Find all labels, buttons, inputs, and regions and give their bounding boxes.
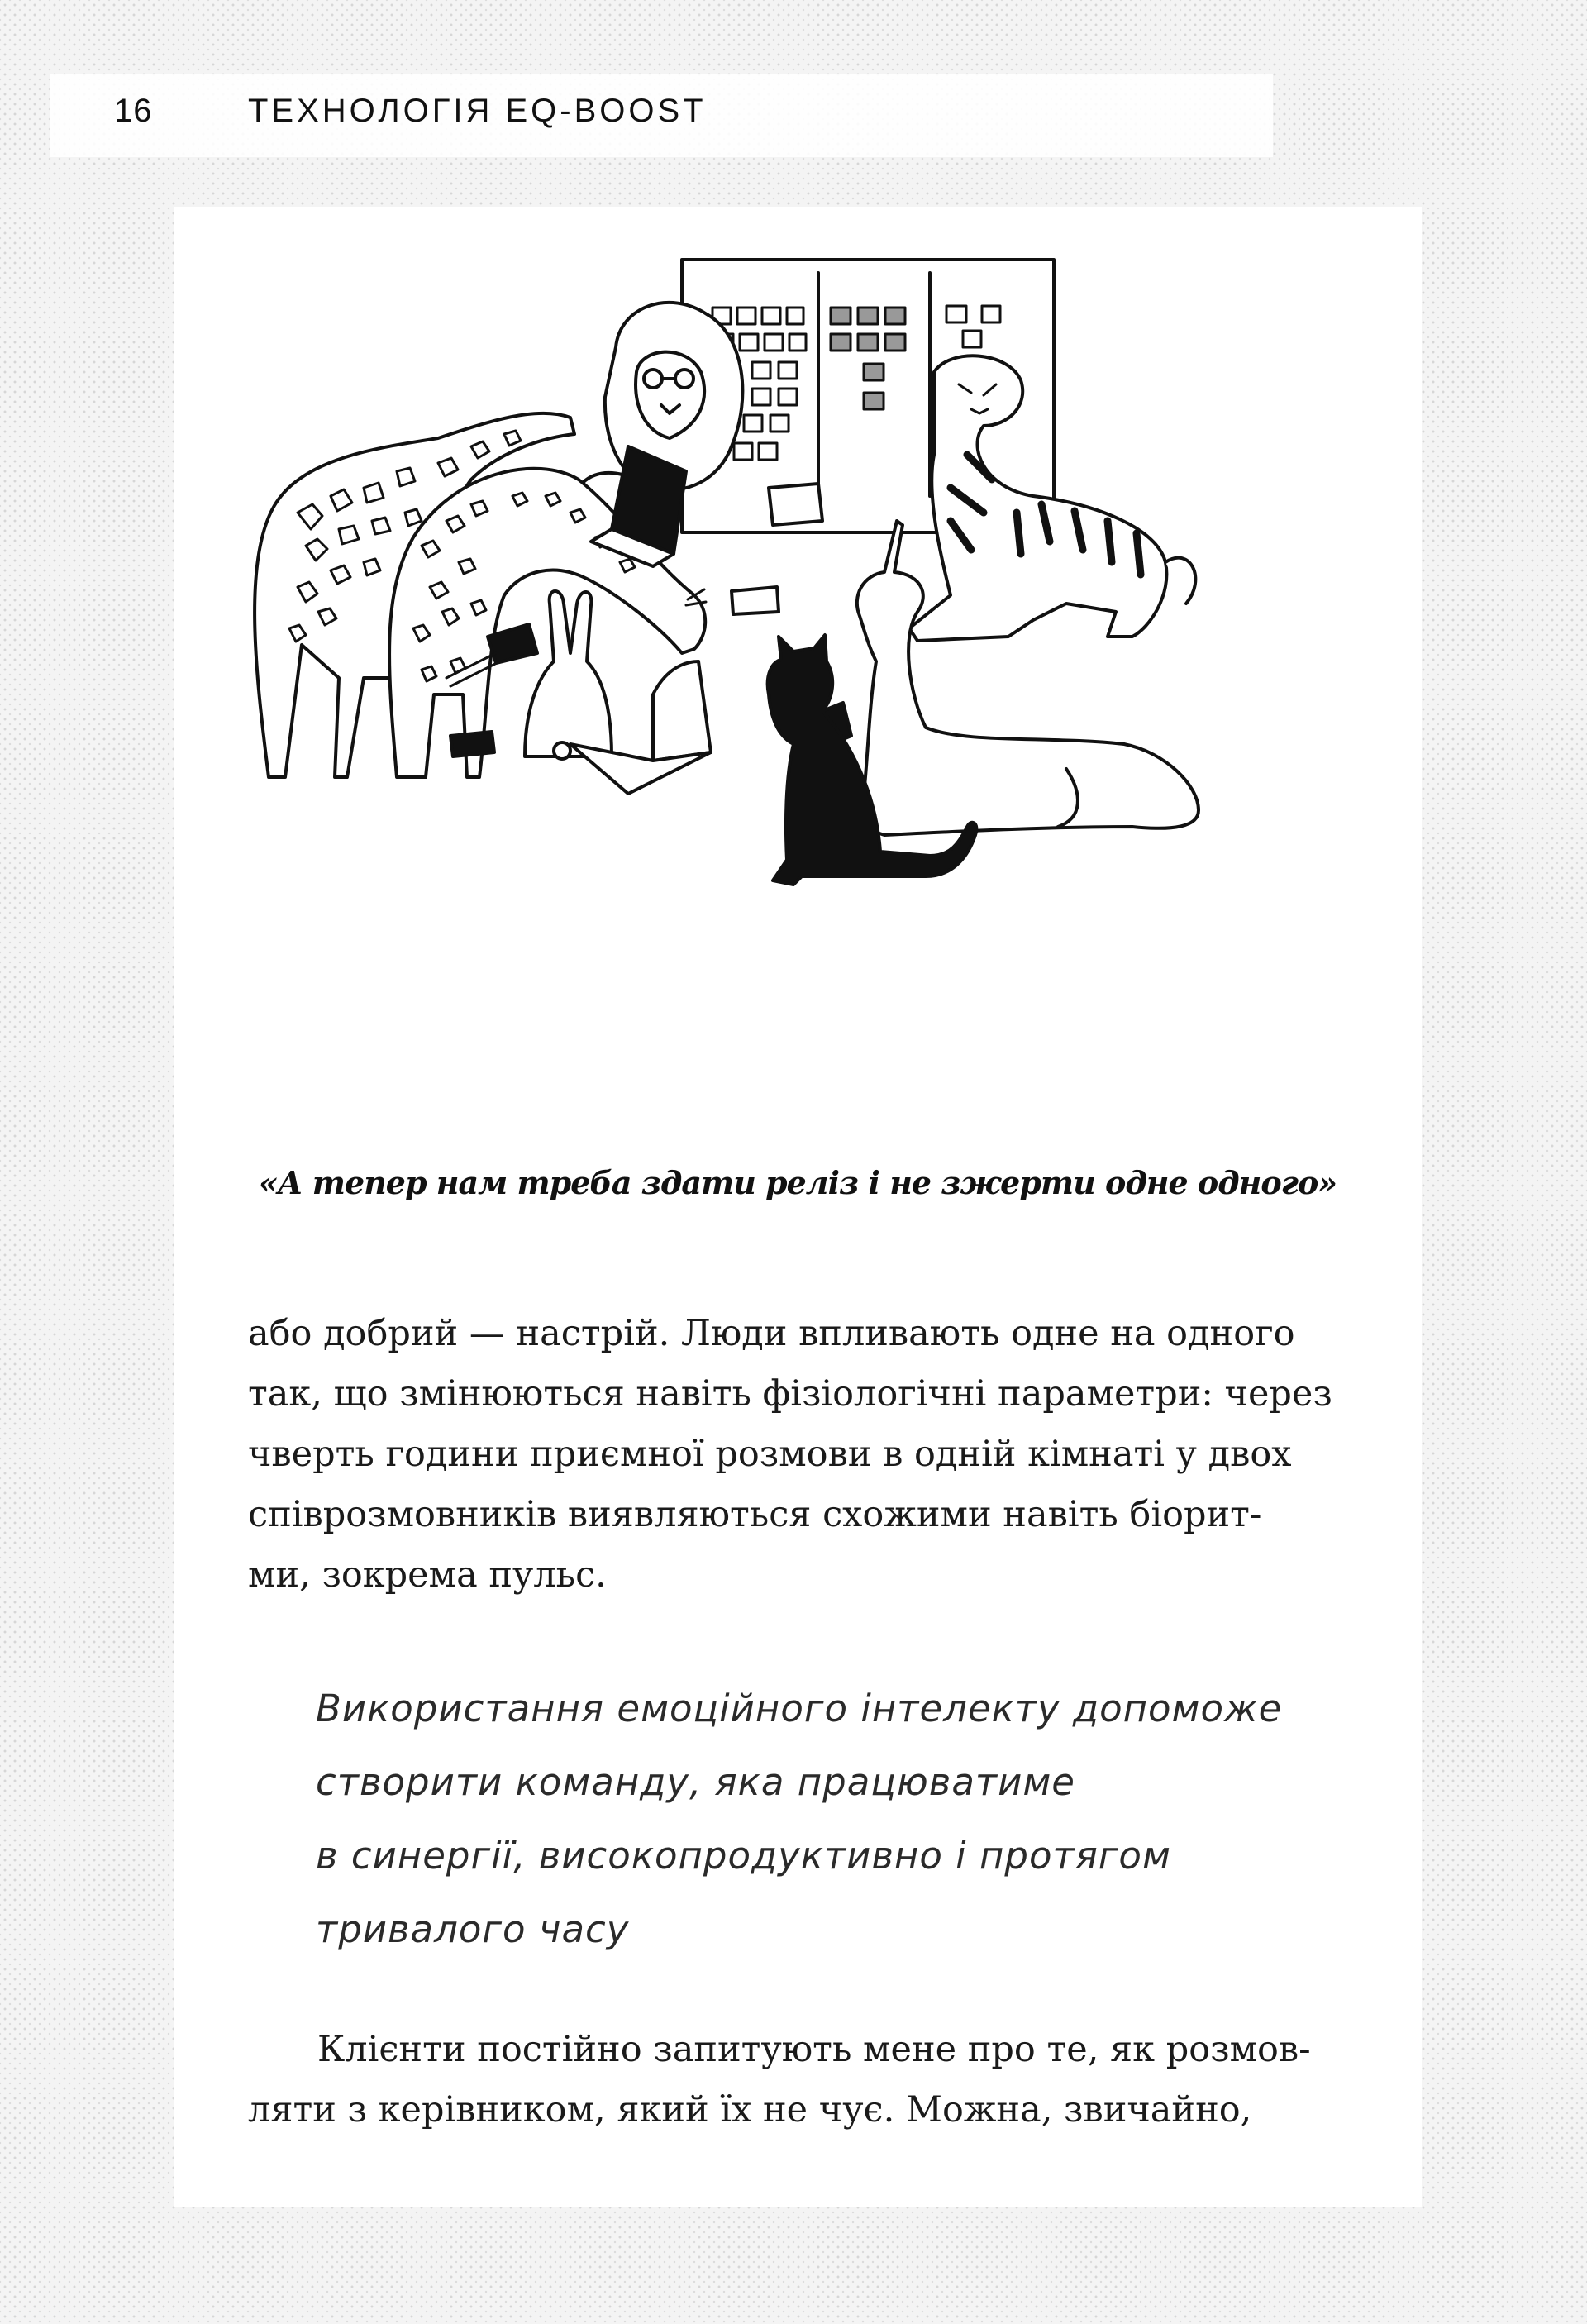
text-line: або добрий — настрій. Люди впливають одне на одного <box>248 1313 1295 1354</box>
text-line: Клієнти постійно запитують мене про те, як розмов- <box>317 2029 1311 2070</box>
running-title: ТЕХНОЛОГІЯ EQ-BOOST <box>248 93 707 129</box>
rabbit <box>525 591 612 759</box>
animals-office-illustration <box>223 248 1364 1141</box>
text-line: чверть години приємної розмови в одній кімнаті у двох <box>248 1434 1292 1475</box>
paper-sheet <box>732 587 779 614</box>
callout-line: створити команду, яка працюватиме <box>316 1760 1075 1804</box>
text-line: ми, зокрема пульс. <box>248 1554 607 1596</box>
notebook <box>769 484 822 525</box>
text-line: співрозмовників виявляються схожими навіть біорит- <box>248 1494 1262 1535</box>
paragraph-2 <box>248 2020 1311 2140</box>
phone <box>450 732 494 756</box>
callout-line: в синергії, високопродуктивно і протягом <box>316 1834 1171 1878</box>
figure-caption: «А тепер нам треба здати реліз і не зжерти одне одного» <box>258 1164 1337 1201</box>
text-line: так, що змінюються навіть фізіологічні параметри: через <box>248 1373 1332 1415</box>
text-line: ляти з керівником, який їх не чує. Можна, звичайно, <box>248 2089 1252 2131</box>
handwritten-callout <box>316 1672 1308 1966</box>
paragraph-1 <box>248 1304 1332 1606</box>
callout-line: Використання емоційного інтелекту допоможе <box>316 1687 1283 1730</box>
callout-line: тривалого часу <box>316 1907 630 1951</box>
page-number: 16 <box>114 93 153 129</box>
